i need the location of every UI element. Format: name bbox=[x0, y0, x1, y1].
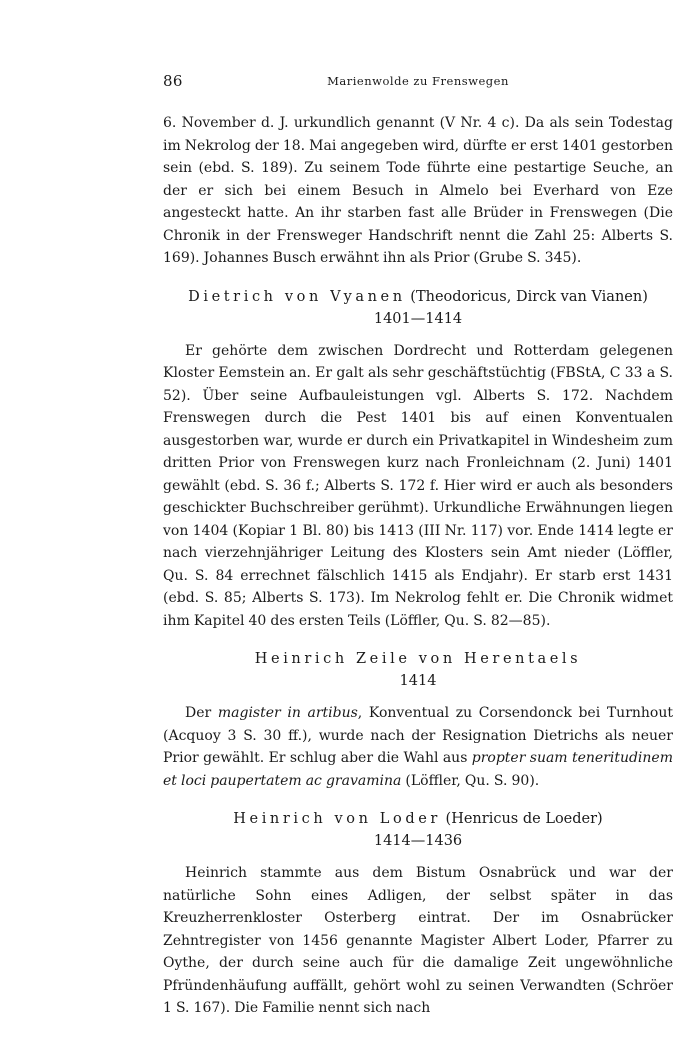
latin-quote: propter suam teneritudinem et loci paupertatem ac gravamina bbox=[163, 750, 673, 789]
text-run: , Konventual zu Corsendonck bei Turnhout (Acquoy 3 S. 30 ff.), wurde nach der Resignation Dietrichs als neuer Prior gewählt. Er schlug aber die Wahl aus bbox=[163, 705, 673, 766]
prior-name: Heinrich Zeile von Herentaels bbox=[254, 651, 582, 667]
text-run: (Löffler, Qu. S. 90). bbox=[401, 772, 540, 789]
section-heading-dietrich bbox=[163, 286, 673, 330]
body-text bbox=[163, 112, 673, 1020]
tenure-dates: 1401—1414 bbox=[373, 310, 463, 327]
page-header bbox=[163, 72, 673, 96]
page-number: 86 bbox=[163, 72, 183, 90]
prior-name: Dietrich von Vyanen bbox=[188, 288, 406, 305]
tenure-dates: 1414 bbox=[399, 673, 437, 689]
tenure-dates: 1414—1436 bbox=[373, 833, 463, 849]
intro-paragraph: 6. November d. J. urkundlich genannt (V Nr. 4 c). Da als sein Todestag im Nekrolog der 18. Mai angegeben wird, dürfte er erst 1401 gestorben sein (ebd. S. 189). Zu seinem Tode führte eine pestartige Seuche, an der er sich bei einem Besuch in Almelo bei Everhard von Eze angesteckt hatte. An ihr starben fast alle Brüder in Frenswegen (Die Chronik in der Frensweger Handschrift nennt die Zahl 25: Alberts S. 169). Johannes Busch erwähnt ihn als Prior (Grube S. 345). bbox=[163, 115, 673, 266]
section-heading-heinrich-loder bbox=[163, 808, 673, 852]
text-run: Der bbox=[185, 705, 218, 721]
prior-name-variant: (Henricus de Loeder) bbox=[440, 811, 603, 827]
prior-name-variant: (Theodoricus, Dirck van Vianen) bbox=[405, 288, 648, 305]
running-title: Marienwolde zu Frenswegen bbox=[327, 74, 509, 88]
prior-name: Heinrich von Loder bbox=[233, 811, 441, 827]
section-paragraph-heinrich-zeile bbox=[163, 702, 673, 792]
section-paragraph-heinrich-loder: Heinrich stammte aus dem Bistum Osnabrück und war der natürliche Sohn eines Adligen, der selbst später in das Kreuzherrenkloster Osterberg eintrat. Der im Osnabrücker Zehntregister von 1456 genannte Magister Albert Loder, Pfarrer zu Oythe, der durch seine auch für die damalige Zeit ungewöhnliche Pfründenhäufung auffällt, gehört wohl zu seinen Verwandten (Schröer 1 S. 167). Die Familie nennt sich nach bbox=[163, 865, 673, 1016]
section-heading-heinrich-zeile bbox=[163, 648, 673, 692]
latin-phrase: magister in artibus bbox=[217, 705, 358, 721]
section-paragraph-dietrich: Er gehörte dem zwischen Dordrecht und Rotterdam gelegenen Kloster Eemstein an. Er galt als sehr geschäftstüchtig (FBStA, C 33 a S. 52). Über seine Aufbauleistungen vgl. Alberts S. 172. Nachdem Frenswegen durch die Pest 1401 bis auf einen Konventualen ausgestorben war, wurde er durch ein Privatkapitel in Windesheim zum dritten Prior von Frenswegen kurz nach Fronleichnam (2. Juni) 1401 gewählt (ebd. S. 36 f.; Alberts S. 172 f. Hier wird er auch als besonders geschickter Buchschreiber gerühmt). Urkundliche Erwähnungen liegen von 1404 (Kopiar 1 Bl. 80) bis 1413 (III Nr. 117) vor. Ende 1414 legte er nach vierzehnjähriger Leitung des Klosters sein Amt nieder (Löffler, Qu. S. 84 errechnet fälschlich 1415 als Endjahr). Er starb erst 1431 (ebd. S. 85; Alberts S. 173). Im Nekrolog fehlt er. Die Chronik widmet ihm Kapitel 40 des ersten Teils (Löffler, Qu. S. 82—85). bbox=[163, 342, 673, 629]
